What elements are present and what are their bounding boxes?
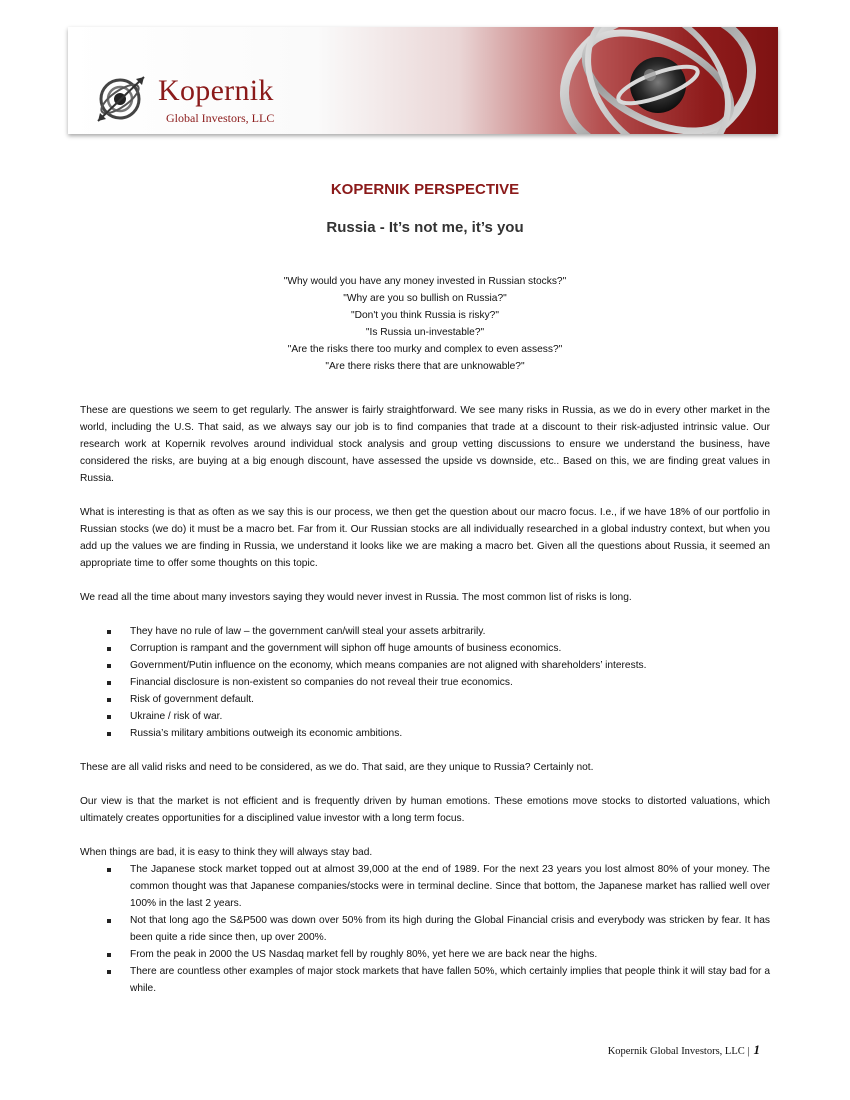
kopernik-logo-icon — [94, 71, 152, 127]
paragraph: These are all valid risks and need to be considered, as we do. That said, are they unique to Russia? Certainly not. — [80, 762, 594, 773]
article-body — [80, 402, 770, 997]
list-item: From the peak in 2000 the US Nasdaq market fell by roughly 80%, yet here we are back near the highs. — [80, 946, 770, 963]
footer-text: Kopernik Global Investors, LLC | — [607, 1046, 750, 1057]
orbit-sphere-artwork — [528, 27, 778, 134]
list-item: Government/Putin influence on the economy, which means companies are not aligned with shareholders’ interests. — [80, 657, 770, 674]
quote-line: "Are there risks there that are unknowable?" — [325, 361, 525, 372]
paragraph: These are questions we seem to get regularly. The answer is fairly straightforward. We see many risks in Russia, as we do in every other market in the world, including the U.S. That said, as we always say our job is to find companies that trade at a discount to their risk-adjusted intrinsic value. Our research work at Kopernik revolves around individual stock analysis and group vetting discussions to ensure we understand the business, have considered the risks, are buying at a big enough discount, have assessed the upside vs downside, etc.. Based on this, we are finding great values in Russia. — [80, 405, 770, 484]
quote-block — [0, 273, 850, 375]
list-item: Russia’s military ambitions outweigh its economic ambitions. — [80, 725, 770, 742]
paragraph: What is interesting is that as often as we say this is our process, we then get the question about our macro focus. I.e., if we have 18% of our portfolio in Russian stocks (we do) it must be a macro bet. Far from it. Our Russian stocks are all individually researched in a global industry context, but when you add up the values we are finding in Russia, we understand it looks like we are making a macro bet. Given all the questions about Russia, it seemed an appropriate time to offer some thoughts on this topic. — [80, 507, 770, 569]
list-item: The Japanese stock market topped out at almost 39,000 at the end of 1989. For the next 23 years you lost almost 80% of your money. The common thought was that Japanese companies/stocks were in terminal decline. Since that bottom, the Japanese market has rallied well over 100% in the last 2 years. — [80, 861, 770, 912]
document-title: KOPERNIK PERSPECTIVE — [330, 181, 520, 198]
paragraph: When things are bad, it is easy to think they will always stay bad. — [80, 847, 373, 858]
risk-list — [80, 623, 770, 742]
brand-name: Kopernik — [158, 74, 274, 107]
paragraph: Our view is that the market is not efficient and is frequently driven by human emotions. These emotions move stocks to distorted valuations, which ultimately creates opportunities for a disciplined value investor with a long term focus. — [80, 796, 770, 824]
list-item: Ukraine / risk of war. — [80, 708, 770, 725]
list-item: Risk of government default. — [80, 691, 770, 708]
quote-line: "Why are you so bullish on Russia?" — [343, 293, 507, 304]
quote-line: "Don't you think Russia is risky?" — [351, 310, 499, 321]
list-item: Financial disclosure is non-existent so companies do not reveal their true economics. — [80, 674, 770, 691]
list-item: They have no rule of law – the government can/will steal your assets arbitrarily. — [80, 623, 770, 640]
quote-line: "Is Russia un-investable?" — [365, 327, 485, 338]
list-item: There are countless other examples of major stock markets that have fallen 50%, which certainly implies that people think it will stay bad for a while. — [80, 963, 770, 997]
document-subtitle: Russia - It’s not me, it’s you — [326, 219, 524, 236]
quote-line: "Are the risks there too murky and complex to even assess?" — [287, 344, 563, 355]
header-banner — [68, 27, 778, 134]
quote-line: "Why would you have any money invested in Russian stocks?" — [283, 276, 567, 287]
brand-subtitle: Global Investors, LLC — [166, 111, 275, 125]
paragraph: We read all the time about many investors saying they would never invest in Russia. The most common list of risks is long. — [80, 592, 632, 603]
example-list — [80, 861, 770, 997]
page-footer — [608, 1042, 760, 1058]
list-item: Corruption is rampant and the government will siphon off huge amounts of business economics. — [80, 640, 770, 657]
page-number: 1 — [753, 1042, 760, 1057]
list-item: Not that long ago the S&P500 was down over 50% from its high during the Global Financial crisis and everybody was stricken by fear. It has been quite a ride since then, up over 200%. — [80, 912, 770, 946]
